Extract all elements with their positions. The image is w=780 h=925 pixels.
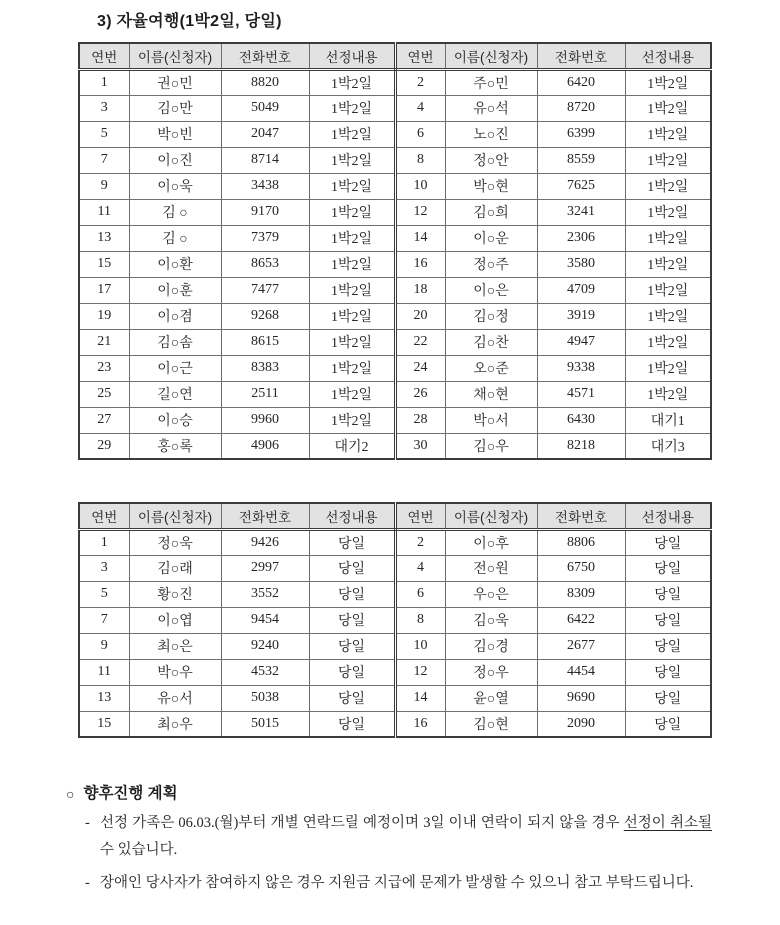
table-cell: 1 <box>79 529 129 555</box>
table-cell: 1박2일 <box>309 121 395 147</box>
table-cell: 이○진 <box>129 147 221 173</box>
table-cell: 7477 <box>221 277 309 303</box>
table-cell: 1박2일 <box>625 251 711 277</box>
table-cell: 9454 <box>221 607 309 633</box>
table-cell: 6 <box>395 581 445 607</box>
table-cell: 당일 <box>309 529 395 555</box>
followup-text: 장애인 당사자가 참여하지 않은 경우 지원금 지급에 문제가 발생할 수 있으니 참고 부탁드립니다. <box>100 875 694 891</box>
table-row <box>79 633 711 659</box>
table-cell: 9 <box>79 173 129 199</box>
table-cell: 16 <box>395 711 445 737</box>
table-cell: 8559 <box>537 147 625 173</box>
column-header: 전화번호 <box>221 43 309 69</box>
table-cell: 최○우 <box>129 711 221 737</box>
table-cell: 19 <box>79 303 129 329</box>
table-cell: 1박2일 <box>625 303 711 329</box>
table-row <box>79 503 711 529</box>
table-cell: 28 <box>395 407 445 433</box>
table-cell: 김 ○ <box>129 225 221 251</box>
table-cell: 김○욱 <box>445 607 537 633</box>
table-row <box>79 199 711 225</box>
table-cell: 김○만 <box>129 95 221 121</box>
table-cell: 3919 <box>537 303 625 329</box>
table-cell: 1박2일 <box>309 173 395 199</box>
table-cell: 9690 <box>537 685 625 711</box>
table-cell: 최○은 <box>129 633 221 659</box>
table-cell: 당일 <box>625 711 711 737</box>
followup-item <box>66 870 730 897</box>
table-cell: 1박2일 <box>625 381 711 407</box>
table-cell: 9960 <box>221 407 309 433</box>
table-cell: 이○근 <box>129 355 221 381</box>
table-cell: 8714 <box>221 147 309 173</box>
table-row <box>79 555 711 581</box>
table-cell: 주○민 <box>445 69 537 95</box>
table-row <box>79 685 711 711</box>
table-cell: 1박2일 <box>309 69 395 95</box>
table-row <box>79 95 711 121</box>
table-cell: 노○진 <box>445 121 537 147</box>
table-cell: 이○엽 <box>129 607 221 633</box>
table-cell: 대기2 <box>309 433 395 459</box>
table-cell: 16 <box>395 251 445 277</box>
table-cell: 11 <box>79 199 129 225</box>
column-header: 연번 <box>395 43 445 69</box>
followup-text-post: 수 있습니다. <box>100 842 178 858</box>
dash-bullet: - <box>85 875 90 891</box>
day-table-body <box>79 529 711 737</box>
overnight-trip-table <box>78 42 712 460</box>
table-cell: 13 <box>79 225 129 251</box>
table-cell: 대기3 <box>625 433 711 459</box>
table-cell: 유○서 <box>129 685 221 711</box>
table-cell: 당일 <box>625 581 711 607</box>
table-cell: 당일 <box>309 581 395 607</box>
table-cell: 4947 <box>537 329 625 355</box>
table-cell: 채○현 <box>445 381 537 407</box>
table-cell: 1박2일 <box>309 225 395 251</box>
table-cell: 권○민 <box>129 69 221 95</box>
table-cell: 7 <box>79 607 129 633</box>
table-cell: 1 <box>79 69 129 95</box>
table-cell: 1박2일 <box>309 303 395 329</box>
table-cell: 1박2일 <box>625 355 711 381</box>
table-cell: 20 <box>395 303 445 329</box>
table-row <box>79 529 711 555</box>
table-cell: 정○안 <box>445 147 537 173</box>
table-cell: 이○겸 <box>129 303 221 329</box>
table-cell: 이○승 <box>129 407 221 433</box>
table-cell: 4454 <box>537 659 625 685</box>
table-cell: 8806 <box>537 529 625 555</box>
table-cell: 5 <box>79 121 129 147</box>
table-cell: 당일 <box>625 607 711 633</box>
table-cell: 27 <box>79 407 129 433</box>
table-cell: 6750 <box>537 555 625 581</box>
table-cell: 7379 <box>221 225 309 251</box>
table-cell: 25 <box>79 381 129 407</box>
table-cell: 김○찬 <box>445 329 537 355</box>
table-cell: 1박2일 <box>625 199 711 225</box>
table-cell: 박○서 <box>445 407 537 433</box>
table-cell: 11 <box>79 659 129 685</box>
table-cell: 1박2일 <box>309 251 395 277</box>
table-row <box>79 69 711 95</box>
table-cell: 4 <box>395 95 445 121</box>
table-cell: 2306 <box>537 225 625 251</box>
table-cell: 30 <box>395 433 445 459</box>
table-cell: 9338 <box>537 355 625 381</box>
table-cell: 6 <box>395 121 445 147</box>
table-cell: 1박2일 <box>625 95 711 121</box>
column-header: 이름(신청자) <box>445 503 537 529</box>
table-cell: 1박2일 <box>309 147 395 173</box>
followup-section <box>66 784 730 897</box>
table-cell: 8820 <box>221 69 309 95</box>
table-cell: 23 <box>79 355 129 381</box>
table-cell: 8309 <box>537 581 625 607</box>
table-cell: 9426 <box>221 529 309 555</box>
table-cell: 1박2일 <box>309 95 395 121</box>
table-row <box>79 329 711 355</box>
table-row <box>79 407 711 433</box>
table-cell: 26 <box>395 381 445 407</box>
table-cell: 9 <box>79 633 129 659</box>
table-row <box>79 581 711 607</box>
table-cell: 4532 <box>221 659 309 685</box>
table-cell: 8218 <box>537 433 625 459</box>
page-title: 3) 자율여행(1박2일, 당일) <box>97 13 282 30</box>
table-row <box>79 251 711 277</box>
table-cell: 2090 <box>537 711 625 737</box>
column-header: 이름(신청자) <box>445 43 537 69</box>
table-cell: 1박2일 <box>625 225 711 251</box>
table-row <box>79 277 711 303</box>
table-cell: 4571 <box>537 381 625 407</box>
table-cell: 당일 <box>625 685 711 711</box>
table-cell: 대기1 <box>625 407 711 433</box>
table-cell: 9268 <box>221 303 309 329</box>
table-cell: 정○욱 <box>129 529 221 555</box>
followup-text <box>100 810 712 864</box>
table-cell: 8653 <box>221 251 309 277</box>
table-cell: 이○욱 <box>129 173 221 199</box>
table-cell: 당일 <box>309 555 395 581</box>
table-cell: 전○원 <box>445 555 537 581</box>
table-cell: 3438 <box>221 173 309 199</box>
table-cell: 김○우 <box>445 433 537 459</box>
table-row <box>79 121 711 147</box>
table-row <box>79 173 711 199</box>
table-cell: 14 <box>395 685 445 711</box>
table-cell: 24 <box>395 355 445 381</box>
table-cell: 8383 <box>221 355 309 381</box>
table-cell: 유○석 <box>445 95 537 121</box>
table-cell: 8 <box>395 607 445 633</box>
followup-item <box>66 810 730 864</box>
table-cell: 당일 <box>625 633 711 659</box>
dash-bullet: - <box>85 815 90 831</box>
table-cell: 당일 <box>309 659 395 685</box>
table-cell: 6420 <box>537 69 625 95</box>
table-cell: 2047 <box>221 121 309 147</box>
table-cell: 김 ○ <box>129 199 221 225</box>
table-cell: 1박2일 <box>625 147 711 173</box>
table-cell: 10 <box>395 173 445 199</box>
table-cell: 박○우 <box>129 659 221 685</box>
table-cell: 김○현 <box>445 711 537 737</box>
column-header: 이름(신청자) <box>129 43 221 69</box>
column-header: 선정내용 <box>309 503 395 529</box>
table-cell: 15 <box>79 711 129 737</box>
table-cell: 당일 <box>625 555 711 581</box>
table-cell: 당일 <box>309 607 395 633</box>
table-cell: 9240 <box>221 633 309 659</box>
table-cell: 1박2일 <box>309 381 395 407</box>
table-cell: 1박2일 <box>625 277 711 303</box>
table-cell: 2677 <box>537 633 625 659</box>
table-cell: 우○은 <box>445 581 537 607</box>
table-cell: 이○훈 <box>129 277 221 303</box>
table-cell: 17 <box>79 277 129 303</box>
table-row <box>79 607 711 633</box>
table-cell: 이○후 <box>445 529 537 555</box>
column-header: 전화번호 <box>221 503 309 529</box>
table-cell: 당일 <box>625 529 711 555</box>
table-cell: 오○준 <box>445 355 537 381</box>
table-cell: 1박2일 <box>625 173 711 199</box>
table-cell: 김○희 <box>445 199 537 225</box>
table-cell: 13 <box>79 685 129 711</box>
table-cell: 1박2일 <box>625 329 711 355</box>
table-cell: 6430 <box>537 407 625 433</box>
table-cell: 김○솜 <box>129 329 221 355</box>
table-row <box>79 433 711 459</box>
table-cell: 10 <box>395 633 445 659</box>
table-cell: 9170 <box>221 199 309 225</box>
table-row <box>79 43 711 69</box>
table-cell: 5049 <box>221 95 309 121</box>
table-cell: 7 <box>79 147 129 173</box>
table-cell: 22 <box>395 329 445 355</box>
day-table-header <box>79 503 711 529</box>
table-cell: 12 <box>395 199 445 225</box>
table-cell: 3241 <box>537 199 625 225</box>
table-cell: 2 <box>395 69 445 95</box>
table-cell: 김○래 <box>129 555 221 581</box>
table-cell: 3 <box>79 555 129 581</box>
table-cell: 18 <box>395 277 445 303</box>
table-cell: 정○주 <box>445 251 537 277</box>
table-cell: 1박2일 <box>309 329 395 355</box>
table-cell: 8615 <box>221 329 309 355</box>
table-row <box>79 303 711 329</box>
overnight-table-body <box>79 69 711 459</box>
followup-heading-label: 향후진행 계획 <box>83 785 178 802</box>
table-cell: 당일 <box>309 633 395 659</box>
column-header: 전화번호 <box>537 503 625 529</box>
table-row <box>79 711 711 737</box>
table-cell: 21 <box>79 329 129 355</box>
followup-text-underlined: 선정이 취소될 <box>623 815 712 831</box>
table-row <box>79 381 711 407</box>
table-cell: 15 <box>79 251 129 277</box>
table-row <box>79 355 711 381</box>
table-cell: 길○연 <box>129 381 221 407</box>
table-cell: 홍○록 <box>129 433 221 459</box>
table-cell: 5015 <box>221 711 309 737</box>
table-row <box>79 225 711 251</box>
table-cell: 당일 <box>625 659 711 685</box>
table-cell: 5 <box>79 581 129 607</box>
table-row <box>79 659 711 685</box>
table-cell: 황○진 <box>129 581 221 607</box>
column-header: 전화번호 <box>537 43 625 69</box>
column-header: 선정내용 <box>625 43 711 69</box>
table-cell: 1박2일 <box>309 277 395 303</box>
table-cell: 1박2일 <box>309 355 395 381</box>
column-header: 선정내용 <box>625 503 711 529</box>
table-cell: 8720 <box>537 95 625 121</box>
table-cell: 1박2일 <box>309 407 395 433</box>
table-cell: 3 <box>79 95 129 121</box>
table-cell: 6399 <box>537 121 625 147</box>
table-cell: 29 <box>79 433 129 459</box>
column-header: 연번 <box>395 503 445 529</box>
table-cell: 윤○열 <box>445 685 537 711</box>
table-cell: 6422 <box>537 607 625 633</box>
table-row <box>79 147 711 173</box>
table-cell: 당일 <box>309 685 395 711</box>
table-cell: 당일 <box>309 711 395 737</box>
column-header: 연번 <box>79 43 129 69</box>
table-cell: 7625 <box>537 173 625 199</box>
table-cell: 1박2일 <box>309 199 395 225</box>
table-cell: 5038 <box>221 685 309 711</box>
table-cell: 1박2일 <box>625 121 711 147</box>
table-cell: 이○환 <box>129 251 221 277</box>
table-cell: 4 <box>395 555 445 581</box>
table-cell: 3580 <box>537 251 625 277</box>
table-cell: 2997 <box>221 555 309 581</box>
overnight-table-header <box>79 43 711 69</box>
column-header: 이름(신청자) <box>129 503 221 529</box>
table-cell: 박○빈 <box>129 121 221 147</box>
table-cell: 김○경 <box>445 633 537 659</box>
table-cell: 2511 <box>221 381 309 407</box>
table-cell: 4709 <box>537 277 625 303</box>
table-cell: 정○우 <box>445 659 537 685</box>
circle-bullet: ○ <box>66 786 75 802</box>
table-cell: 김○정 <box>445 303 537 329</box>
day-trip-table <box>78 502 712 738</box>
column-header: 선정내용 <box>309 43 395 69</box>
table-cell: 8 <box>395 147 445 173</box>
table-cell: 박○현 <box>445 173 537 199</box>
table-cell: 14 <box>395 225 445 251</box>
table-cell: 3552 <box>221 581 309 607</box>
followup-heading <box>66 784 730 804</box>
table-cell: 1박2일 <box>625 69 711 95</box>
table-cell: 이○은 <box>445 277 537 303</box>
table-cell: 12 <box>395 659 445 685</box>
column-header: 연번 <box>79 503 129 529</box>
table-cell: 2 <box>395 529 445 555</box>
table-cell: 4906 <box>221 433 309 459</box>
followup-text-pre: 선정 가족은 06.03.(월)부터 개별 연락드릴 예정이며 3일 이내 연락이 되지 않을 경우 <box>100 815 624 831</box>
table-cell: 이○운 <box>445 225 537 251</box>
